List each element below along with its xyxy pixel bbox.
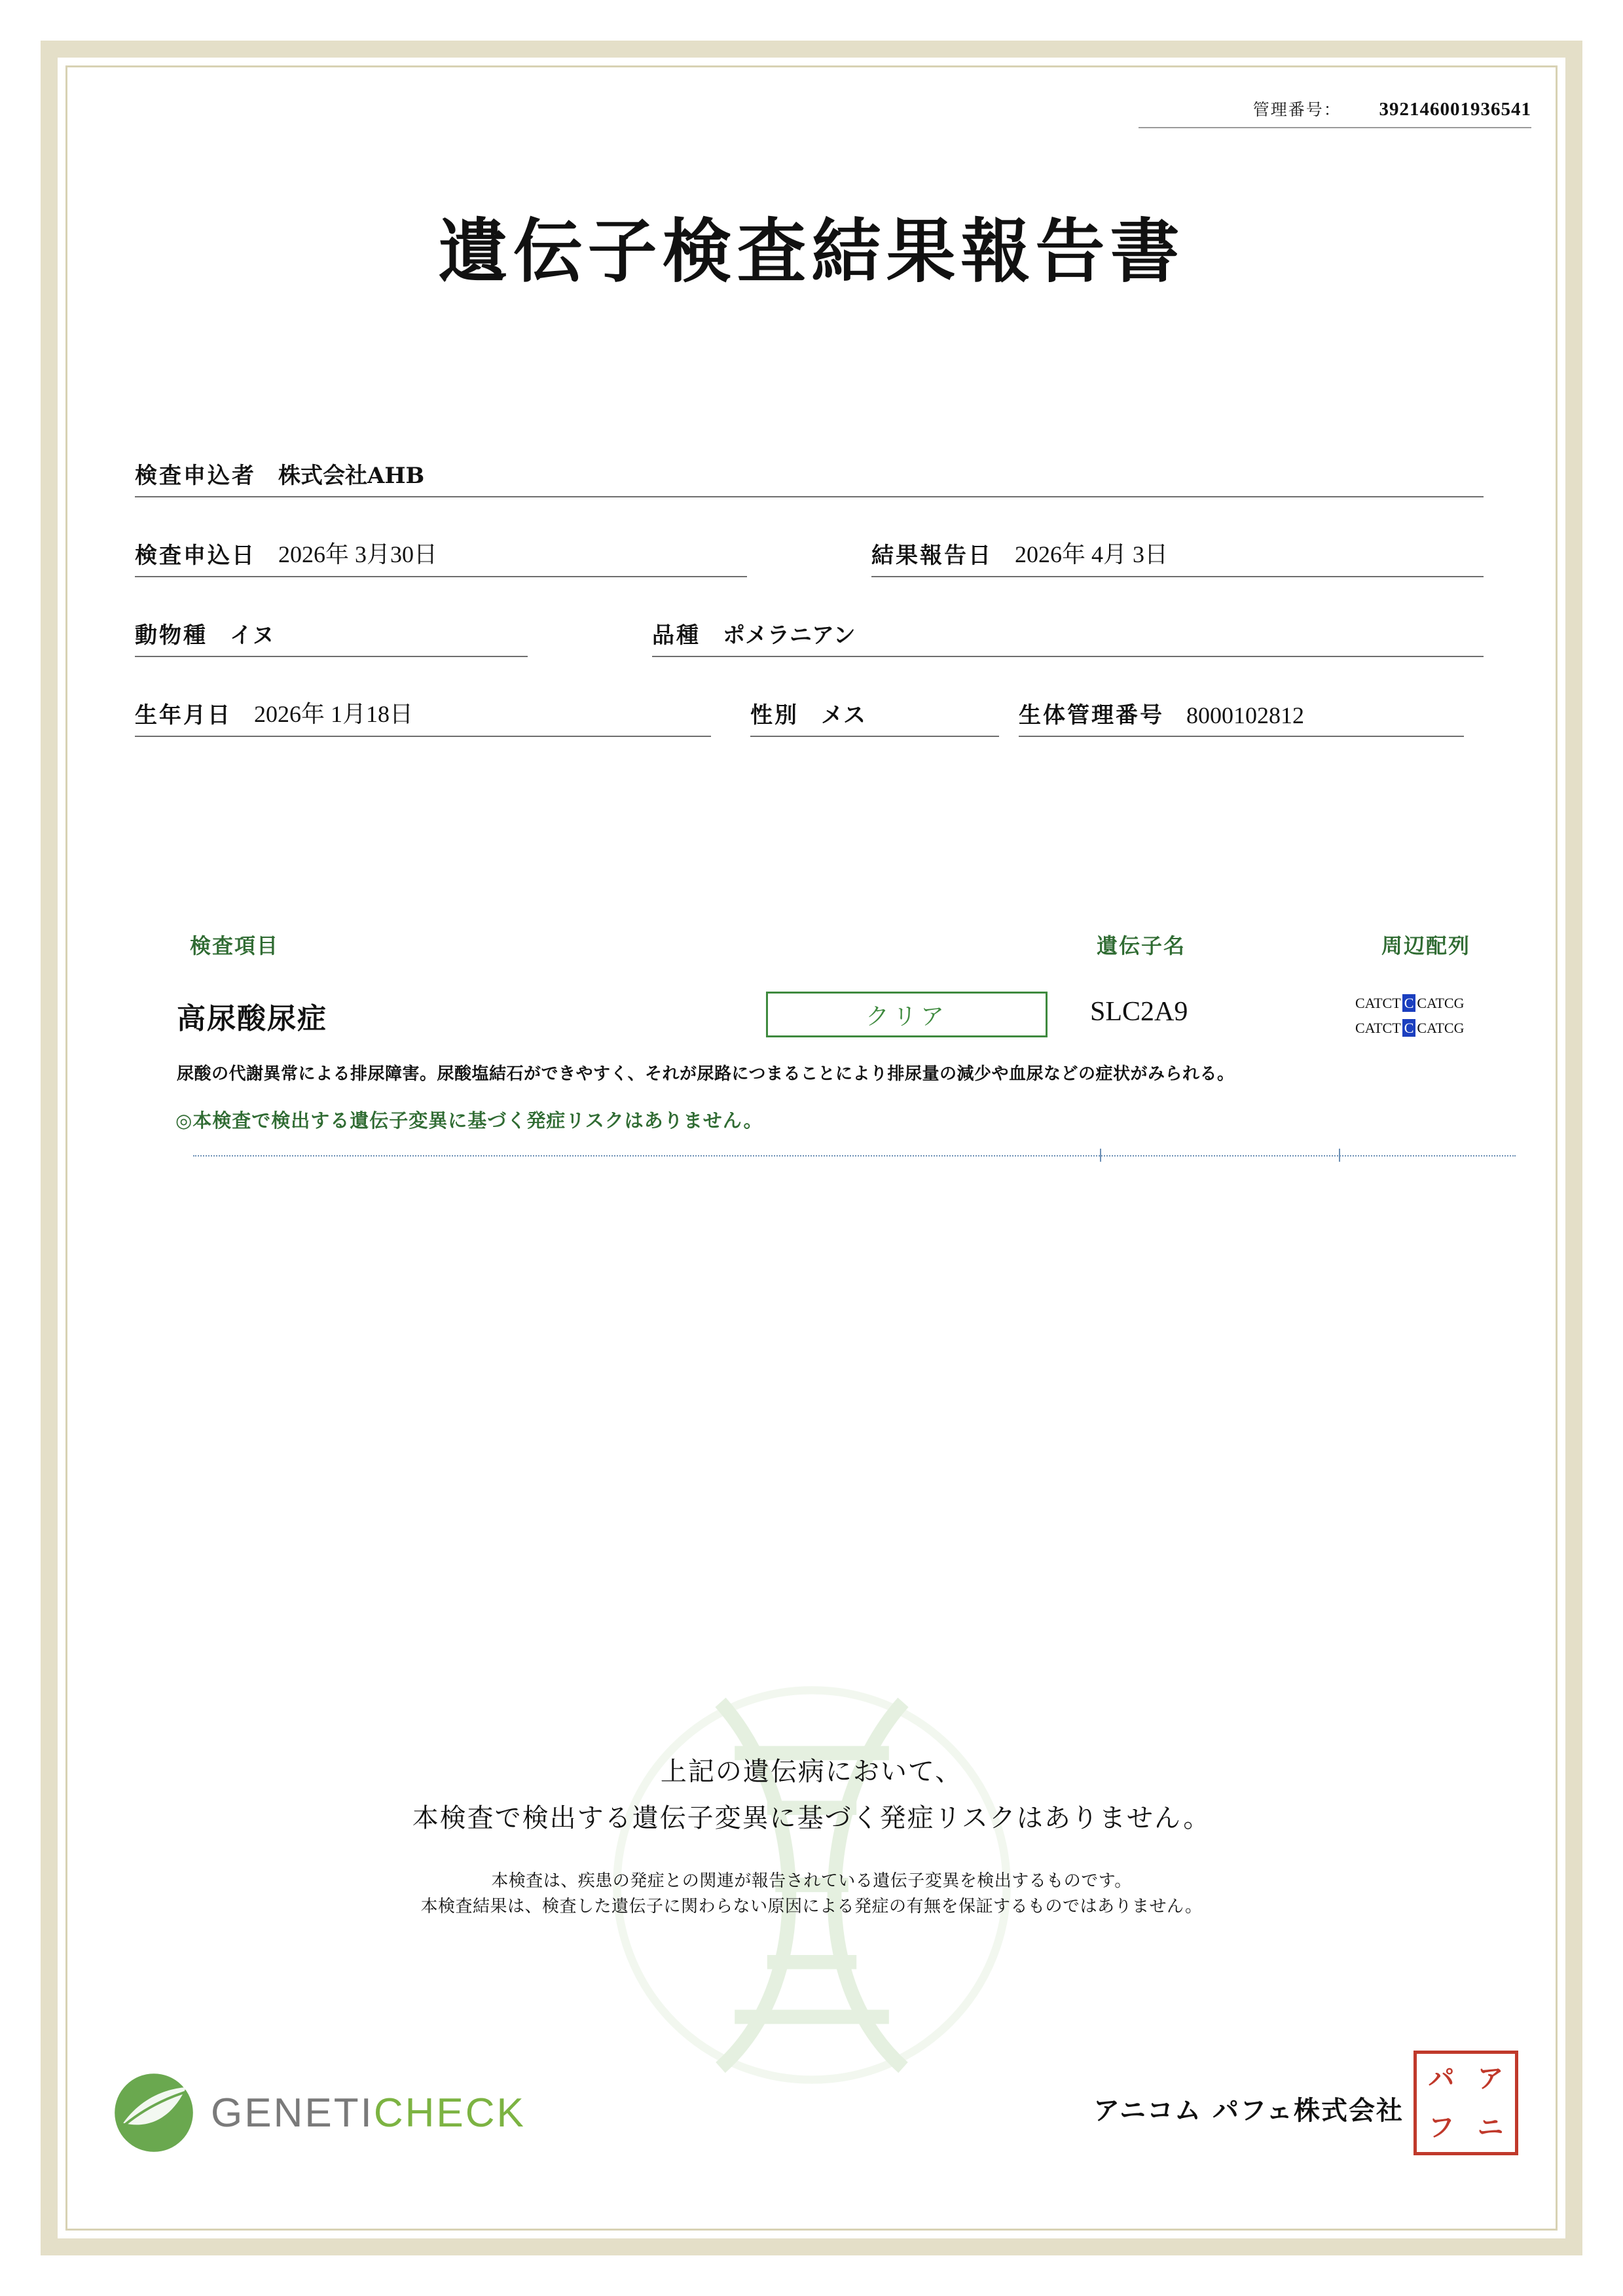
section-divider bbox=[193, 1155, 1516, 1157]
column-header-gene-name: 遺伝子名 bbox=[1097, 933, 1186, 958]
sequence-prefix-2: CATCT bbox=[1355, 1020, 1401, 1036]
seal-char-2: ア bbox=[1477, 2062, 1504, 2094]
summary-line-1: 上記の遺伝病において、 bbox=[660, 1757, 963, 1787]
logo-word-check: CHECK bbox=[373, 2090, 526, 2136]
info-row-applicant bbox=[135, 452, 1484, 497]
sequence-line-1 bbox=[1355, 995, 1519, 1012]
management-number-label: 管理番号： bbox=[1252, 101, 1341, 119]
sequence-line-2 bbox=[1355, 1020, 1519, 1037]
logo-wordmark bbox=[211, 2090, 526, 2136]
column-header-test-item: 検査項目 bbox=[190, 933, 280, 958]
field-breed bbox=[652, 614, 1484, 657]
sequence-block bbox=[1355, 995, 1519, 1045]
status-badge: クリア bbox=[766, 992, 1048, 1037]
seal-char-4: ニ bbox=[1477, 2111, 1504, 2143]
field-report-date bbox=[871, 534, 1484, 577]
sequence-variant-2: C bbox=[1402, 1019, 1416, 1037]
field-apply-date bbox=[135, 534, 747, 577]
disease-description: 尿酸の代謝異常による排尿障害。尿酸塩結石ができやすく、それが尿路につまることにより排尿量の減少や血尿などの症状がみられる。 bbox=[177, 1064, 1235, 1084]
sequence-suffix-1: CATCG bbox=[1417, 995, 1465, 1011]
summary-line-2: 本検査で検出する遺伝子変異に基づく発症リスクはありません。 bbox=[412, 1803, 1211, 1833]
animal-info-block bbox=[135, 452, 1484, 771]
geneticheck-logo bbox=[111, 2070, 526, 2155]
applicant-value: 株式会社AHB bbox=[278, 463, 425, 489]
divider-tick-2 bbox=[1339, 1149, 1340, 1162]
divider-tick-1 bbox=[1100, 1149, 1101, 1162]
sequence-prefix-1: CATCT bbox=[1355, 995, 1401, 1011]
breed-label: 品種 bbox=[652, 622, 701, 649]
logo-word-geneti: GENETI bbox=[211, 2090, 374, 2136]
management-number bbox=[1139, 97, 1531, 128]
summary-disclaimer-1: 本検査は、疾患の発症との関連が報告されている遺伝子変異を検出するものです。 bbox=[491, 1871, 1132, 1891]
info-row-birth bbox=[135, 691, 1484, 737]
report-date-value: 2026年 4月 3日 bbox=[1015, 541, 1169, 567]
birth-date-value: 2026年 1月18日 bbox=[254, 701, 414, 727]
info-row-dates bbox=[135, 531, 1484, 577]
summary-block bbox=[92, 1751, 1531, 1920]
report-date-label: 結果報告日 bbox=[871, 543, 993, 569]
column-header-sequence: 周辺配列 bbox=[1381, 933, 1471, 958]
field-species bbox=[135, 614, 528, 657]
info-row-species bbox=[135, 611, 1484, 657]
field-sex bbox=[750, 694, 999, 737]
seal-char-1: パ bbox=[1428, 2062, 1455, 2094]
summary-disclaimer-2: 本検査結果は、検査した遺伝子に関わらない原因による発症の有無を保証するものではありません。 bbox=[420, 1897, 1203, 1916]
sequence-variant-1: C bbox=[1402, 994, 1416, 1012]
breed-value: ポメラニアン bbox=[723, 622, 856, 649]
field-birth-date bbox=[135, 694, 711, 737]
page-title: 遺伝子検査結果報告書 bbox=[438, 210, 1185, 292]
sex-label: 性別 bbox=[750, 702, 799, 728]
risk-note: ◎本検査で検出する遺伝子変異に基づく発症リスクはありません。 bbox=[175, 1109, 763, 1132]
apply-date-label: 検査申込日 bbox=[135, 543, 256, 569]
field-animal-id bbox=[1019, 694, 1464, 737]
animal-id-value: 8000102812 bbox=[1186, 702, 1304, 728]
report-content bbox=[92, 85, 1531, 2211]
applicant-label: 検査申込者 bbox=[135, 463, 256, 489]
gene-name-value: SLC2A9 bbox=[1090, 997, 1188, 1027]
apply-date-value: 2026年 3月30日 bbox=[278, 541, 438, 567]
field-applicant bbox=[135, 454, 1484, 497]
seal-char-3: フ bbox=[1428, 2111, 1455, 2143]
animal-id-label: 生体管理番号 bbox=[1019, 702, 1164, 728]
sex-value: メス bbox=[821, 702, 866, 728]
company-name: アニコム パフェ株式会社 bbox=[1093, 2095, 1404, 2126]
leaf-logo-icon bbox=[111, 2070, 196, 2155]
disease-name: 高尿酸尿症 bbox=[177, 1002, 327, 1035]
birth-date-label: 生年月日 bbox=[135, 702, 232, 728]
company-seal-stamp bbox=[1413, 2051, 1518, 2155]
species-value: イヌ bbox=[230, 622, 274, 649]
sequence-suffix-2: CATCG bbox=[1417, 1020, 1465, 1036]
management-number-value: 392146001936541 bbox=[1379, 99, 1531, 120]
species-label: 動物種 bbox=[135, 622, 208, 649]
